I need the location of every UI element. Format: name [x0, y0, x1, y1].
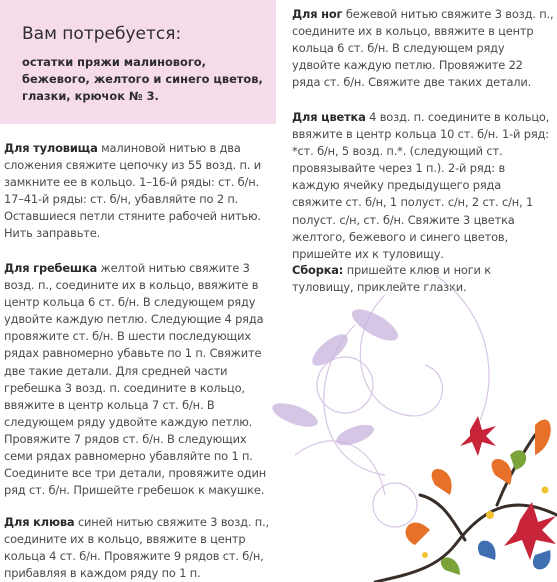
flower-heading: Для цветка — [292, 110, 366, 124]
beak-text: синей нитью свяжите 3 возд. п., соедините их в кольцо, ввяжите в центр кольца 4 ст. б/н. Провяжите 9 рядов ст. б/н, прибавляя в каждом ряду по 1 п. — [4, 515, 270, 581]
lilac-petals — [269, 303, 402, 449]
assembly-heading: Сборка: — [292, 263, 344, 277]
materials-box — [0, 0, 276, 124]
body-section — [4, 140, 269, 243]
body-heading: Для туловища — [4, 141, 98, 155]
swirl-lines — [295, 275, 489, 527]
comb-text: желтой нитью свяжите 3 возд. п., соедините их в кольцо, ввяжите в центр кольца 6 ст. б/н. В следующем ряду удвойте каждую петлю. Следующие 4 ряда провяжите ст. б/н. В шести последующих рядах равномерно убавьте по 1 п. Свяжите две такие детали. Для средней части гребешка 3 возд. п. соедините в кольцо, ввяжите в центр кольца 7 ст. б/н. В следующем ряду удвойте каждую петлю. Провяжите 7 рядов ст. б/н. В следующих семи рядах равномерно убавляйте по 1 п. Соедините все три детали, провяжите один ряд ст. б/н. Пришейте гребешок к макушке. — [4, 261, 267, 498]
body-text: малиновой нитью в два сложения свяжите цепочку из 55 возд. п. и замкните ее в кольцо. 1–16-й ряды: ст. б/н. 17–41-й ряды: ст. б/н, убавляйте по 2 п. Оставшиеся петли стяните рабочей нитью. Нить заправьте. — [4, 141, 262, 241]
materials-title: Вам потребуется: — [22, 24, 182, 44]
assembly-text: пришейте клюв и ноги к туловищу, приклейте глазки. — [292, 263, 491, 295]
legs-heading: Для ног — [292, 7, 343, 21]
blue-leaves — [478, 541, 551, 570]
flower-section — [292, 109, 554, 263]
beak-heading: Для клюва — [4, 515, 75, 529]
comb-section — [4, 260, 269, 499]
flower-text: 4 возд. п. соедините в кольцо, ввяжите в центр кольца 10 ст. б/н. 1-й ряд: *ст. б/н, 5 возд. п.*. (следующий ст. провязывайте через 1 п.). 2-й ряд: в каждую ячейку предыдущего ряда свяжите ст. б/н, 1 полуст. с/н, 2 ст. с/н, 1 полуст. с/н, ст. б/н. Свяжите 3 цветка желтого, бежевого и синего цветов, пришейте их к туловищу. — [292, 110, 550, 261]
floral-illustration — [235, 255, 557, 582]
materials-text: остатки пряжи малинового, бежевого, желтого и синего цветов, глазки, крючок № 3. — [22, 55, 263, 103]
legs-section — [292, 6, 554, 91]
legs-text: бежевой нитью свяжите 3 возд. п., соедините их в кольцо, ввяжите в центр кольца 6 ст. б/н. В следующем ряду удвойте каждую петлю. Провяжите 22 ряда ст. б/н. Свяжите две таких детали. — [292, 7, 554, 90]
comb-heading: Для гребешка — [4, 261, 97, 275]
